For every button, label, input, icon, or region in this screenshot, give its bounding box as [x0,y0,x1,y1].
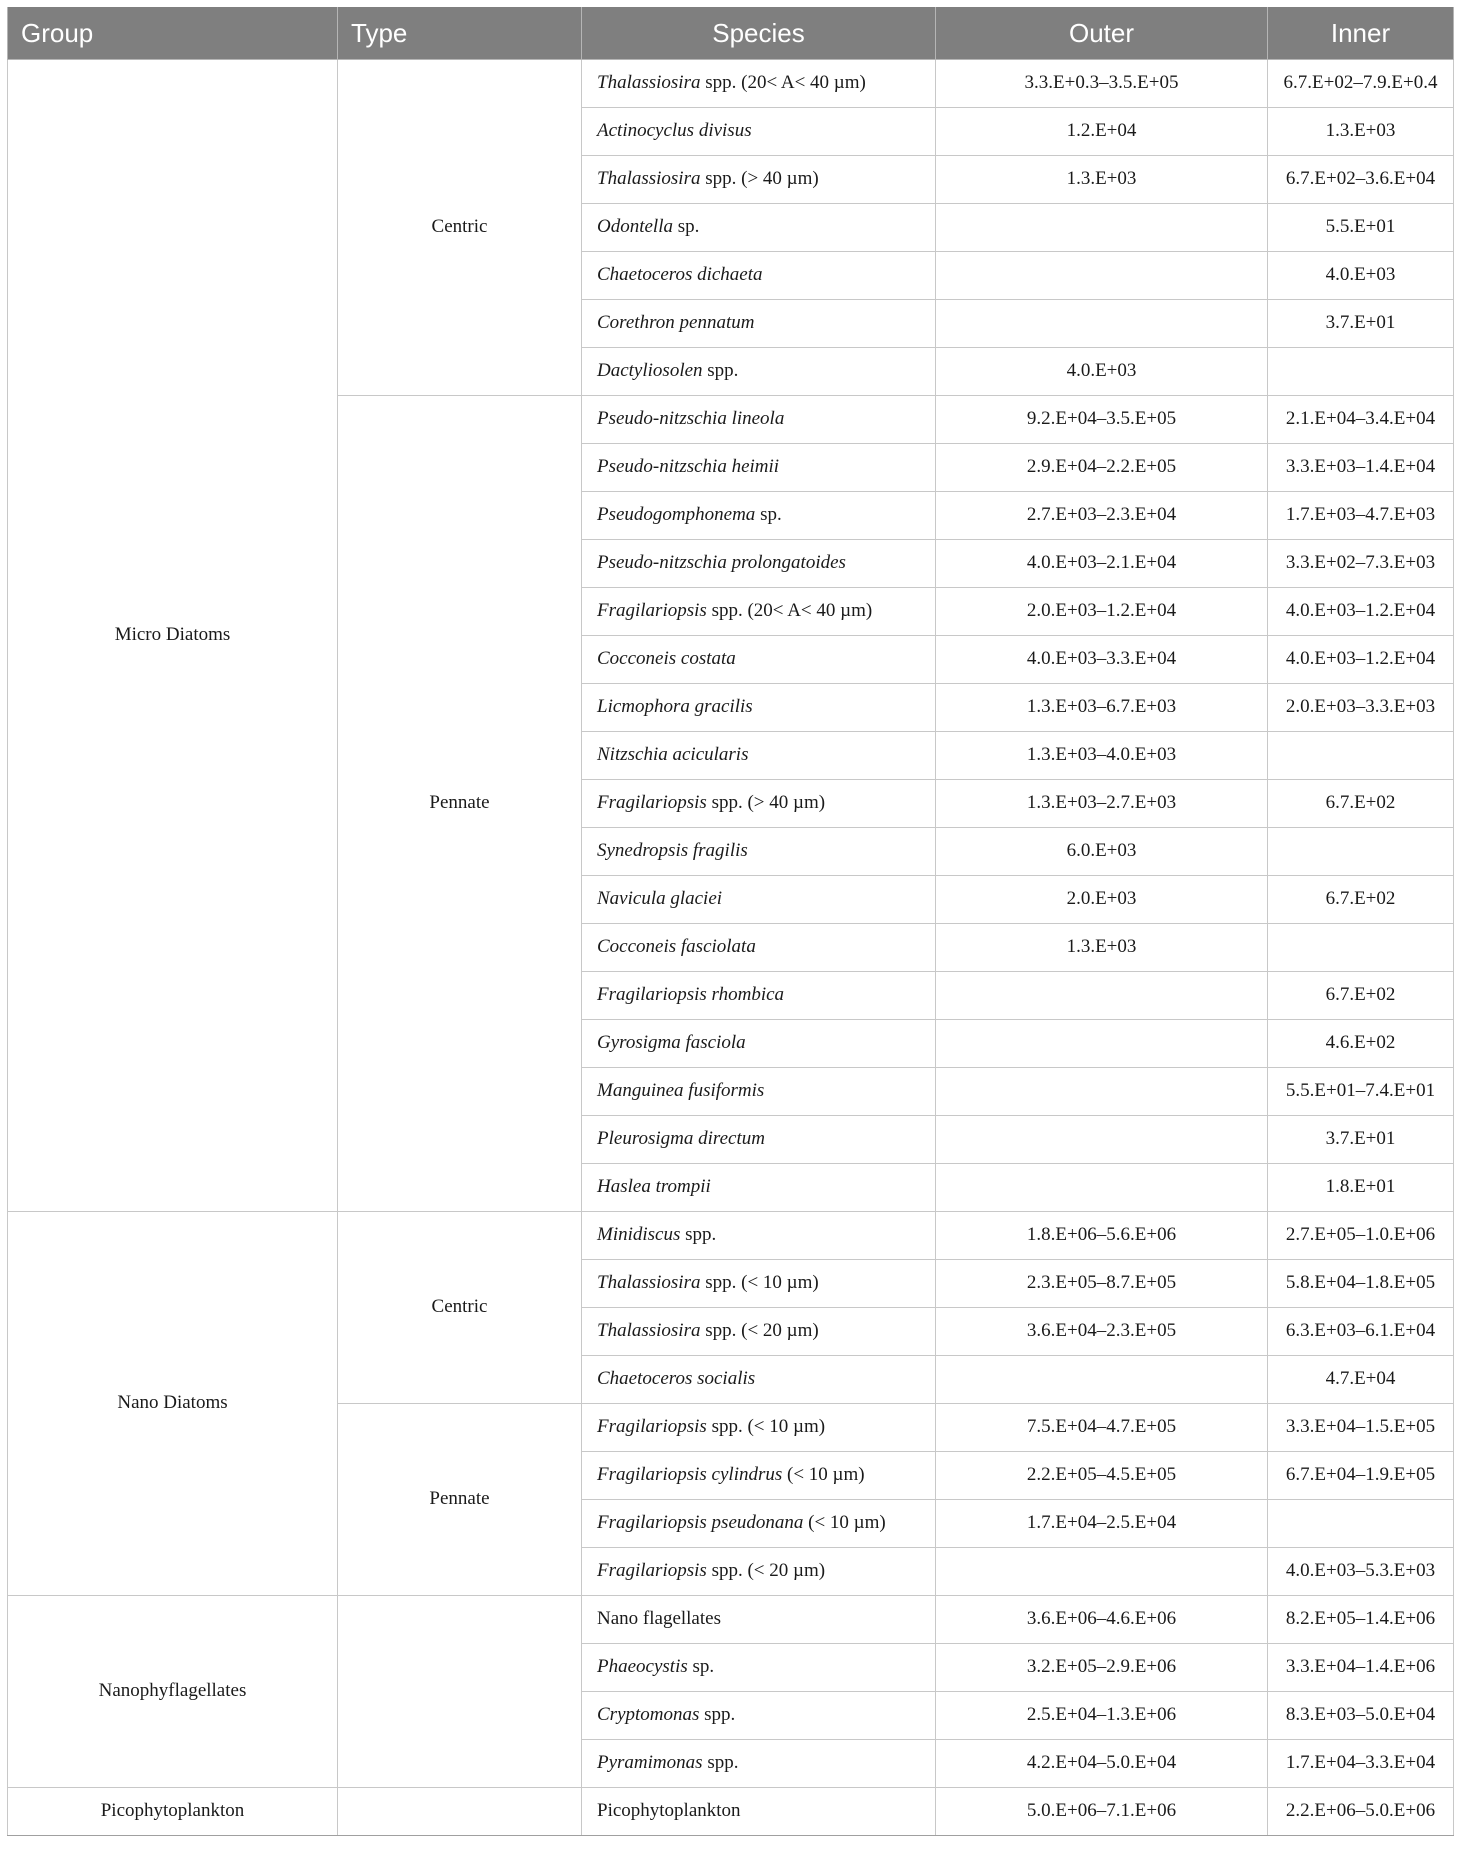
inner-value-cell: 1.3.E+03 [1268,108,1454,156]
type-cell: Centric [338,1212,582,1404]
outer-value-cell: 4.2.E+04–5.0.E+04 [936,1740,1268,1788]
species-italic-name: Actinocyclus divisus [597,120,752,142]
species-italic-name: Pyramimonas [597,1752,703,1774]
inner-value-cell [1268,1500,1454,1548]
species-italic-name: Dactyliosolen [597,360,703,382]
header-inner: Inner [1268,7,1454,60]
header-type: Type [338,7,582,60]
outer-value-cell [936,252,1268,300]
outer-value-cell: 2.0.E+03 [936,876,1268,924]
outer-value-cell: 3.6.E+04–2.3.E+05 [936,1308,1268,1356]
outer-value-cell [936,1068,1268,1116]
species-italic-name: Thalassiosira [597,1320,701,1342]
species-cell [582,396,936,444]
species-cell [582,1116,936,1164]
outer-value-cell: 3.2.E+05–2.9.E+06 [936,1644,1268,1692]
species-qualifier: spp. (> 40 µm) [700,168,819,190]
species-italic-name: Minidiscus [597,1224,681,1246]
species-qualifier: spp. (> 40 µm) [706,792,826,814]
table-header [8,7,1454,60]
species-cell [582,1692,936,1740]
inner-value-cell: 1.7.E+03–4.7.E+03 [1268,492,1454,540]
inner-value-cell: 6.7.E+02–3.6.E+04 [1268,156,1454,204]
inner-value-cell: 8.2.E+05–1.4.E+06 [1268,1596,1454,1644]
outer-value-cell: 2.0.E+03–1.2.E+04 [936,588,1268,636]
species-italic-name: Pseudo-nitzschia lineola [597,408,785,430]
inner-value-cell [1268,348,1454,396]
outer-value-cell: 4.0.E+03–2.1.E+04 [936,540,1268,588]
species-cell [582,156,936,204]
species-cell [582,60,936,108]
species-italic-name: Odontella [597,216,673,238]
header-row [8,7,1454,60]
type-cell: Centric [338,60,582,396]
inner-value-cell: 6.7.E+02 [1268,972,1454,1020]
table-body [8,60,1454,1836]
header-species: Species [582,7,936,60]
inner-value-cell: 1.8.E+01 [1268,1164,1454,1212]
outer-value-cell: 7.5.E+04–4.7.E+05 [936,1404,1268,1452]
outer-value-cell [936,972,1268,1020]
species-italic-name: Nitzschia acicularis [597,744,749,766]
outer-value-cell [936,1548,1268,1596]
outer-value-cell: 9.2.E+04–3.5.E+05 [936,396,1268,444]
type-cell [338,1788,582,1836]
outer-value-cell [936,1164,1268,1212]
species-italic-name: Synedropsis fragilis [597,840,748,862]
species-qualifier: Picophytoplankton [597,1800,741,1822]
species-qualifier: spp. (< 20 µm) [706,1560,826,1582]
header-group: Group [8,7,338,60]
species-italic-name: Fragilariopsis cylindrus [597,1464,783,1486]
species-italic-name: Pleurosigma directum [597,1128,765,1150]
inner-value-cell: 4.0.E+03–1.2.E+04 [1268,636,1454,684]
species-abundance-table [7,7,1454,1836]
inner-value-cell: 6.7.E+04–1.9.E+05 [1268,1452,1454,1500]
outer-value-cell: 4.0.E+03 [936,348,1268,396]
header-outer: Outer [936,7,1268,60]
species-table-container [7,7,1453,1836]
outer-value-cell: 3.6.E+06–4.6.E+06 [936,1596,1268,1644]
species-cell [582,732,936,780]
inner-value-cell [1268,732,1454,780]
inner-value-cell: 6.7.E+02 [1268,876,1454,924]
species-italic-name: Gyrosigma fasciola [597,1032,746,1054]
species-cell [582,1740,936,1788]
outer-value-cell: 1.3.E+03–4.0.E+03 [936,732,1268,780]
inner-value-cell: 2.2.E+06–5.0.E+06 [1268,1788,1454,1836]
outer-value-cell [936,1020,1268,1068]
inner-value-cell: 5.8.E+04–1.8.E+05 [1268,1260,1454,1308]
species-cell [582,684,936,732]
species-italic-name: Thalassiosira [597,168,701,190]
inner-value-cell: 8.3.E+03–5.0.E+04 [1268,1692,1454,1740]
species-cell [582,1020,936,1068]
inner-value-cell: 3.3.E+04–1.5.E+05 [1268,1404,1454,1452]
species-italic-name: Chaetoceros dichaeta [597,264,763,286]
species-italic-name: Pseudo-nitzschia heimii [597,456,780,478]
inner-value-cell: 6.7.E+02 [1268,780,1454,828]
outer-value-cell: 4.0.E+03–3.3.E+04 [936,636,1268,684]
group-cell: Nano Diatoms [8,1212,338,1596]
inner-value-cell [1268,924,1454,972]
inner-value-cell: 2.1.E+04–3.4.E+04 [1268,396,1454,444]
species-qualifier: spp. [699,1704,736,1726]
species-italic-name: Thalassiosira [597,72,701,94]
species-qualifier: Nano flagellates [597,1608,721,1630]
table-row [8,1788,1454,1836]
inner-value-cell: 4.0.E+03–5.3.E+03 [1268,1548,1454,1596]
species-qualifier: (< 10 µm) [803,1512,886,1534]
table-row [8,1596,1454,1644]
species-italic-name: Chaetoceros socialis [597,1368,756,1390]
group-cell: Picophytoplankton [8,1788,338,1836]
species-cell [582,588,936,636]
inner-value-cell: 4.6.E+02 [1268,1020,1454,1068]
species-cell [582,1548,936,1596]
species-cell [582,444,936,492]
outer-value-cell: 2.5.E+04–1.3.E+06 [936,1692,1268,1740]
outer-value-cell: 1.7.E+04–2.5.E+04 [936,1500,1268,1548]
inner-value-cell: 4.0.E+03–1.2.E+04 [1268,588,1454,636]
group-cell: Nanophyflagellates [8,1596,338,1788]
species-italic-name: Fragilariopsis [597,600,707,622]
outer-value-cell: 1.3.E+03–6.7.E+03 [936,684,1268,732]
outer-value-cell: 6.0.E+03 [936,828,1268,876]
species-cell [582,108,936,156]
species-cell [582,348,936,396]
species-italic-name: Cryptomonas [597,1704,700,1726]
species-qualifier: spp. (< 10 µm) [700,1272,819,1294]
species-cell [582,252,936,300]
species-qualifier: sp. [673,216,700,238]
type-cell [338,1596,582,1788]
species-cell [582,1068,936,1116]
inner-value-cell: 6.3.E+03–6.1.E+04 [1268,1308,1454,1356]
species-italic-name: Corethron pennatum [597,312,755,334]
outer-value-cell: 1.3.E+03–2.7.E+03 [936,780,1268,828]
species-cell [582,492,936,540]
group-cell: Micro Diatoms [8,60,338,1212]
species-cell [582,1308,936,1356]
species-cell [582,972,936,1020]
outer-value-cell: 2.7.E+03–2.3.E+04 [936,492,1268,540]
species-cell [582,204,936,252]
species-cell [582,1452,936,1500]
outer-value-cell: 1.3.E+03 [936,156,1268,204]
outer-value-cell: 5.0.E+06–7.1.E+06 [936,1788,1268,1836]
inner-value-cell: 1.7.E+04–3.3.E+04 [1268,1740,1454,1788]
species-italic-name: Cocconeis fasciolata [597,936,756,958]
species-cell [582,636,936,684]
outer-value-cell: 1.2.E+04 [936,108,1268,156]
outer-value-cell: 2.3.E+05–8.7.E+05 [936,1260,1268,1308]
outer-value-cell [936,1356,1268,1404]
species-cell [582,540,936,588]
species-cell [582,300,936,348]
species-qualifier: (< 10 µm) [782,1464,865,1486]
species-qualifier: spp. (20< A< 40 µm) [706,600,873,622]
species-italic-name: Licmophora gracilis [597,696,753,718]
outer-value-cell: 1.3.E+03 [936,924,1268,972]
outer-value-cell [936,1116,1268,1164]
species-qualifier: spp. (20< A< 40 µm) [700,72,866,94]
species-cell [582,924,936,972]
type-cell: Pennate [338,396,582,1212]
species-cell [582,1500,936,1548]
outer-value-cell: 3.3.E+0.3–3.5.E+05 [936,60,1268,108]
species-qualifier: spp. [702,1752,739,1774]
species-italic-name: Fragilariopsis rhombica [597,984,785,1006]
species-cell [582,1596,936,1644]
type-cell: Pennate [338,1404,582,1596]
outer-value-cell: 2.9.E+04–2.2.E+05 [936,444,1268,492]
species-italic-name: Fragilariopsis [597,792,707,814]
inner-value-cell: 5.5.E+01 [1268,204,1454,252]
species-qualifier: sp. [687,1656,715,1678]
table-row [8,60,1454,108]
inner-value-cell [1268,828,1454,876]
inner-value-cell: 3.3.E+03–1.4.E+04 [1268,444,1454,492]
species-cell [582,1356,936,1404]
inner-value-cell: 3.3.E+04–1.4.E+06 [1268,1644,1454,1692]
species-qualifier: spp. [702,360,739,382]
inner-value-cell: 2.7.E+05–1.0.E+06 [1268,1212,1454,1260]
inner-value-cell: 6.7.E+02–7.9.E+0.4 [1268,60,1454,108]
species-cell [582,1788,936,1836]
species-cell [582,876,936,924]
species-cell [582,780,936,828]
species-cell [582,828,936,876]
outer-value-cell [936,204,1268,252]
species-italic-name: Fragilariopsis [597,1560,707,1582]
species-italic-name: Fragilariopsis pseudonana [597,1512,804,1534]
species-italic-name: Haslea trompii [597,1176,711,1198]
inner-value-cell: 3.3.E+02–7.3.E+03 [1268,540,1454,588]
species-qualifier: spp. (< 20 µm) [700,1320,819,1342]
outer-value-cell [936,300,1268,348]
species-italic-name: Cocconeis costata [597,648,736,670]
species-qualifier: sp. [755,504,782,526]
inner-value-cell: 4.0.E+03 [1268,252,1454,300]
table-row [8,1212,1454,1260]
species-italic-name: Manguinea fusiformis [597,1080,765,1102]
inner-value-cell: 5.5.E+01–7.4.E+01 [1268,1068,1454,1116]
outer-value-cell: 1.8.E+06–5.6.E+06 [936,1212,1268,1260]
inner-value-cell: 3.7.E+01 [1268,300,1454,348]
species-italic-name: Navicula glaciei [597,888,723,910]
species-cell [582,1644,936,1692]
inner-value-cell: 3.7.E+01 [1268,1116,1454,1164]
species-cell [582,1404,936,1452]
outer-value-cell: 2.2.E+05–4.5.E+05 [936,1452,1268,1500]
species-qualifier: spp. (< 10 µm) [706,1416,826,1438]
species-cell [582,1212,936,1260]
species-cell [582,1164,936,1212]
species-italic-name: Pseudogomphonema [597,504,756,526]
species-cell [582,1260,936,1308]
species-italic-name: Fragilariopsis [597,1416,707,1438]
inner-value-cell: 4.7.E+04 [1268,1356,1454,1404]
species-italic-name: Pseudo-nitzschia prolongatoides [597,552,846,574]
species-italic-name: Phaeocystis [597,1656,688,1678]
species-qualifier: spp. [680,1224,717,1246]
species-italic-name: Thalassiosira [597,1272,701,1294]
inner-value-cell: 2.0.E+03–3.3.E+03 [1268,684,1454,732]
